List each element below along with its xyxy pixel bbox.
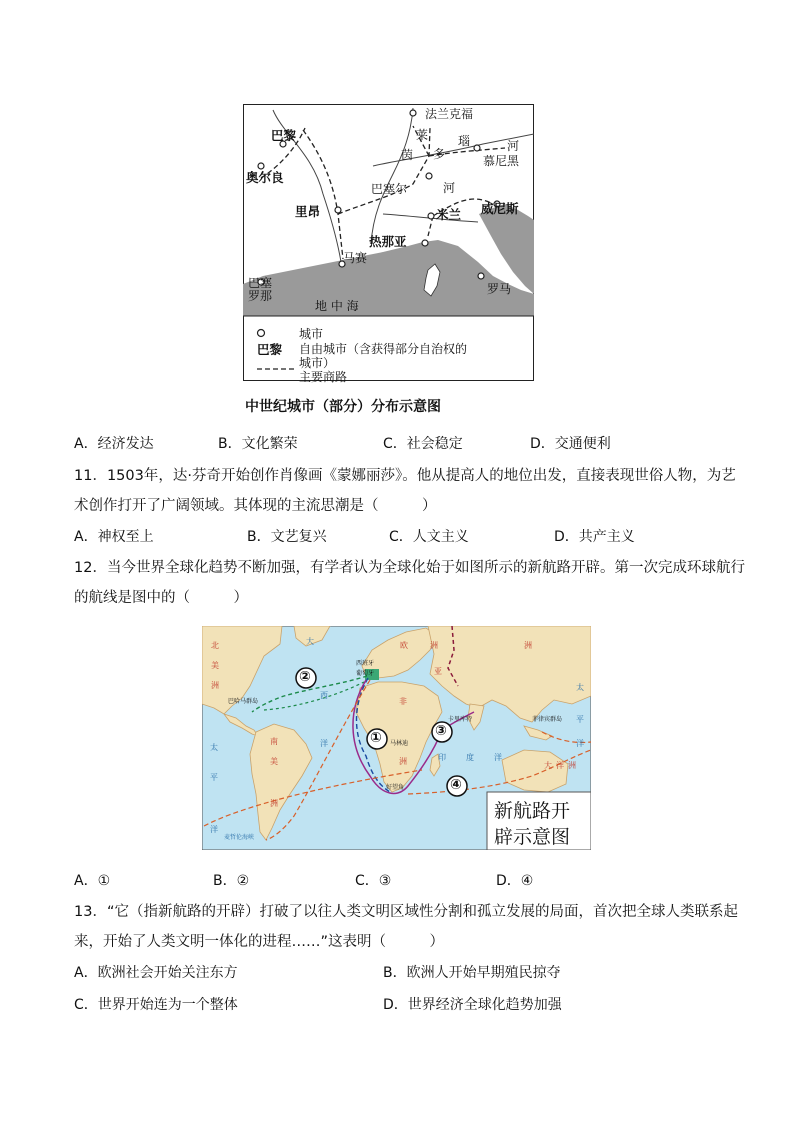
legend-city-label: 城市 xyxy=(299,327,324,341)
q10-option-b: B．文化繁荣 xyxy=(218,436,298,452)
map2-title-line1: 新航路开 xyxy=(494,800,571,822)
river-label-danube-1: 多 xyxy=(433,147,446,161)
medieval-cities-map xyxy=(243,104,534,384)
route-number-2: ② xyxy=(299,669,311,685)
label-oceania-2: 洋 xyxy=(556,761,564,770)
label-indian-ocean-1: 印 xyxy=(438,753,446,762)
map2-title-line2: 辟示意图 xyxy=(494,826,571,848)
q12-option-a: A．① xyxy=(74,873,111,889)
label-indian-ocean-3: 洋 xyxy=(494,753,502,762)
label-indian-ocean-2: 度 xyxy=(466,753,474,762)
label-pacific-east-2: 平 xyxy=(576,715,584,724)
new-sea-routes-map xyxy=(202,626,591,850)
label-europe-1: 欧 xyxy=(400,641,408,650)
label-north-america-1: 北 xyxy=(211,641,219,650)
label-malindi: 马林迪 xyxy=(390,740,409,747)
city-label-marseille: 马赛 xyxy=(343,251,368,265)
label-oceania-1: 大 xyxy=(544,761,552,770)
q11-option-b: B．文艺复兴 xyxy=(247,529,327,545)
label-atlantic-3: 洋 xyxy=(320,739,328,748)
q10-option-d: D．交通便利 xyxy=(530,436,611,452)
q12-stem-line2: 的航线是图中的（ ） xyxy=(74,590,248,606)
city-label-frankfurt: 法兰克福 xyxy=(425,107,474,121)
label-asia-1: 亚 xyxy=(434,667,442,676)
q13-option-a: A．欧洲社会开始关注东方 xyxy=(74,965,238,981)
route-number-4: ④ xyxy=(450,777,462,793)
q11-stem-line2: 术创作打开了广阔领域。其体现的主流思潮是（ ） xyxy=(74,498,437,514)
q13-stem-line1: 13．“它（指新航路的开辟）打破了以往人类文明区域性分割和孤立发展的局面，首次把全球人类联系起 xyxy=(74,904,738,920)
city-label-genoa: 热那亚 xyxy=(369,234,407,249)
city-label-venice: 威尼斯 xyxy=(481,201,519,216)
label-north-america-2: 美 xyxy=(211,661,219,670)
label-magellan-strait: 麦哲伦海峡 xyxy=(224,834,255,841)
label-atlantic-2: 西 xyxy=(320,691,328,700)
label-pacific-east-3: 洋 xyxy=(576,739,584,748)
river-label-rhine-1: 莱 xyxy=(416,128,429,142)
label-africa-1: 非 xyxy=(399,697,407,706)
q13-option-c: C．世界开始连为一个整体 xyxy=(74,997,238,1013)
q13-option-b: B．欧洲人开始早期殖民掠夺 xyxy=(383,965,561,981)
city-label-barcelona-1: 巴塞 xyxy=(248,276,273,290)
label-europe-2: 洲 xyxy=(430,641,438,650)
river-label-rhine-2: 茵 xyxy=(401,148,414,162)
label-north-america-3: 洲 xyxy=(211,681,219,690)
label-south-america-3: 洲 xyxy=(270,799,278,808)
q12-stem-line1: 12．当今世界全球化趋势不断加强，有学者认为全球化始于如图所示的新航路开辟。第一次完成环球航行 xyxy=(74,560,745,576)
city-label-orleans: 奥尔良 xyxy=(246,170,284,185)
sea-label: 地 中 海 xyxy=(315,299,359,313)
river-label-po: 河 xyxy=(443,181,456,195)
label-south-america-2: 美 xyxy=(270,757,278,766)
city-label-barcelona-2: 罗那 xyxy=(248,289,273,303)
q11-stem-line1: 11．1503年，达·芬奇开始创作肖像画《蒙娜丽莎》。他从提高人的地位出发，直接表现世俗人物，为艺 xyxy=(74,468,736,484)
city-label-milan: 米兰 xyxy=(436,207,462,222)
q13-stem-line2: 来，开始了人类文明一体化的进程……”这表明（ ） xyxy=(74,934,445,950)
legend-route-label: 主要商路 xyxy=(299,370,348,384)
label-calicut: 卡里库特 xyxy=(448,716,473,723)
q11-option-d: D．共产主义 xyxy=(554,529,635,545)
label-pacific-east-1: 太 xyxy=(576,683,584,692)
city-label-munich: 慕尼黑 xyxy=(483,154,520,168)
city-label-paris: 巴黎 xyxy=(271,128,297,143)
label-cape: 好望角 xyxy=(386,784,405,791)
map1-caption: 中世纪城市（部分）分布示意图 xyxy=(245,399,441,415)
q11-option-c: C．人文主义 xyxy=(389,529,469,545)
legend-free-city-sample: 巴黎 xyxy=(257,342,283,357)
city-label-lyon: 里昂 xyxy=(295,204,321,219)
route-number-1: ① xyxy=(370,730,382,746)
q12-option-b: B．② xyxy=(213,873,250,889)
label-pacific-west-3: 洋 xyxy=(210,825,218,834)
q12-option-c: C．③ xyxy=(355,873,392,889)
label-africa-2: 洲 xyxy=(399,757,407,766)
label-atlantic-1: 大 xyxy=(306,637,314,646)
label-bahamas: 巴哈马群岛 xyxy=(228,698,259,705)
q13-option-d: D．世界经济全球化趋势加强 xyxy=(383,997,562,1013)
label-pacific-west-1: 太 xyxy=(210,743,218,752)
route-number-3: ③ xyxy=(435,723,447,739)
city-label-basel: 巴塞尔 xyxy=(371,182,408,196)
river-label-danube-3: 河 xyxy=(507,139,520,153)
label-portugal: 葡萄牙 xyxy=(356,670,375,677)
city-label-rome: 罗马 xyxy=(487,282,512,296)
label-oceania-3: 洲 xyxy=(568,761,576,770)
q10-option-c: C．社会稳定 xyxy=(383,436,463,452)
label-pacific-west-2: 平 xyxy=(210,773,218,782)
label-spain: 西班牙 xyxy=(356,660,375,667)
label-asia-2: 洲 xyxy=(524,641,532,650)
legend-free-city-label-1: 自由城市（含获得部分自治权的 xyxy=(299,342,468,356)
q11-option-a: A．神权至上 xyxy=(74,529,154,545)
q10-option-a: A．经济发达 xyxy=(74,436,154,452)
legend-free-city-label-2: 城市） xyxy=(299,356,336,370)
label-philippines: 菲律宾群岛 xyxy=(532,716,563,723)
label-south-america-1: 南 xyxy=(270,737,278,746)
q12-option-d: D．④ xyxy=(496,873,534,889)
river-label-danube-2: 瑙 xyxy=(458,134,471,148)
